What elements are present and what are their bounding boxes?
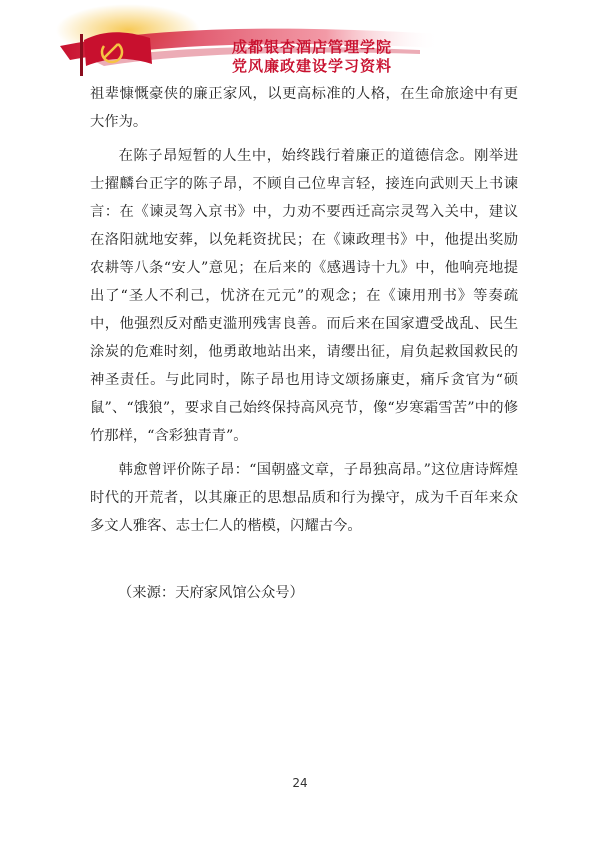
paragraph-1: 祖辈慷慨豪侠的廉正家风，以更高标准的人格，在生命旅途中有更大作为。 bbox=[90, 86, 518, 130]
header-title-line-1: 成都银杏酒店管理学院 bbox=[232, 38, 393, 56]
header-title bbox=[232, 38, 392, 76]
article-body bbox=[90, 80, 518, 540]
article-source: （来源：天府家风馆公众号） bbox=[118, 585, 304, 601]
page-number: 24 bbox=[292, 776, 308, 790]
paragraph-3: 韩愈曾评价陈子昂：“国朝盛文章，子昂独高昂。”这位唐诗辉煌时代的开荒者，以其廉正的思想品质和行为操守，成为千百年来众多文人雅客、志士仁人的楷模，闪耀古今。 bbox=[90, 462, 518, 534]
paragraph-2: 在陈子昂短暂的人生中，始终践行着廉正的道德信念。刚举进士擢麟台正字的陈子昂，不顾自己位卑言轻，接连向武则天上书谏言：在《谏灵驾入京书》中，力劝不要西迁高宗灵驾入关中，建议在洛阳就地安葬，以免耗资扰民；在《谏政理书》中，他提出奖励农耕等八条“安人”意见；在后来的《感遇诗十九》中，他响亮地提出了“圣人不利己，忧济在元元”的观念；在《谏用刑书》等奏疏中，他强烈反对酷吏滥刑残害良善。而后来在国家遭受战乱、民生涂炭的危难时刻，他勇敢地站出来，请缨出征，肩负起救国救民的神圣责任。与此同时，陈子昂也用诗文颂扬廉吏，痛斥贪官为“硕鼠”、“饿狼”，要求自己始终保持高风亮节，像“岁寒霜雪苦”中的修竹那样，“含彩独青青”。 bbox=[90, 148, 518, 444]
header-title-line-2: 党风廉政建设学习资料 bbox=[232, 57, 393, 75]
page-header bbox=[0, 0, 600, 80]
